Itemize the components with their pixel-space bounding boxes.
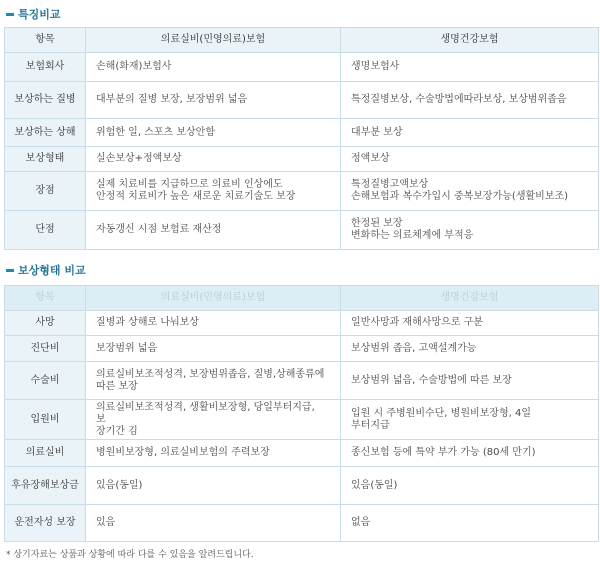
footnote: * 상기자료는 상품과 상황에 따라 다를 수 있음을 알려드립니다. [6,550,254,560]
table-row [5,467,599,505]
cell-life: 특정질병고액보상 손해보험과 복수가입시 중복보장가능(생활비보조) [341,172,599,211]
cell-life: 보상범위 넓음, 수술방법에 따른 보장 [341,362,599,400]
cell-private: 있음 [86,505,341,542]
section-title-features [6,8,61,22]
table-row [5,400,599,440]
table-row [5,440,599,467]
row-label: 진단비 [5,336,86,362]
table-row [5,172,599,211]
section-title-coverage [6,264,86,278]
table-header-row [5,28,599,53]
section-marker-icon [6,269,14,272]
header-private-insurance: 의료실비(민영의료)보험 [86,286,341,311]
table-row [5,53,599,82]
cell-private: 보장범위 넓음 [86,336,341,362]
cell-private: 위험한 일, 스포츠 보상안함 [86,119,341,147]
cell-life: 특정질병보상, 수술방법에따라보상, 보상범위좁음 [341,82,599,119]
cell-life: 있음(동일) [341,467,599,505]
section-marker-icon [6,13,14,16]
table-row [5,119,599,147]
header-item: 항목 [5,286,86,311]
cell-life: 종신보험 등에 특약 부가 가능 (80세 만기) [341,440,599,467]
header-life-insurance: 생명건강보험 [341,286,599,311]
row-label: 수술비 [5,362,86,400]
row-label: 장점 [5,172,86,211]
cell-private: 대부분의 질병 보장, 보장범위 넓음 [86,82,341,119]
cell-private: 의료실비보조적성격, 보장범위좁음, 질병,상해종류에 따른 보장 [86,362,341,400]
table-header-row [5,286,599,311]
cell-private: 손해(화재)보험사 [86,53,341,82]
cell-life: 보상범위 좁음, 고액설계가능 [341,336,599,362]
header-item: 항목 [5,28,86,53]
feature-comparison-table [4,27,599,250]
row-label: 보상하는 상해 [5,119,86,147]
cell-life: 없음 [341,505,599,542]
row-label: 보상형태 [5,147,86,172]
row-label: 입원비 [5,400,86,440]
section-title-text: 보상형태 비교 [18,264,86,277]
coverage-comparison-table [4,285,599,542]
cell-life: 입원 시 주병원비수단, 병원비보장형, 4일 부터지급 [341,400,599,440]
table-row [5,82,599,119]
cell-private: 실제 치료비를 지급하므로 의료비 인상에도 안정적 치료비가 높은 새로운 치료기술도 보장 [86,172,341,211]
cell-life: 한정된 보장 변화하는 의료체계에 부적응 [341,211,599,250]
section-title-text: 특징비교 [18,8,61,21]
row-label: 단점 [5,211,86,250]
cell-private: 의료실비보조적성격, 생활비보장형, 당일부터지급, 보 장기간 김 [86,400,341,440]
header-private-insurance: 의료실비(민영의료)보험 [86,28,341,53]
table-row [5,311,599,336]
table-row [5,505,599,542]
cell-private: 있음(동일) [86,467,341,505]
cell-life: 생명보험사 [341,53,599,82]
table-row [5,336,599,362]
cell-private: 자동갱신 시점 보험료 재산정 [86,211,341,250]
cell-private: 병원비보장형, 의료실비보험의 주력보장 [86,440,341,467]
table-row [5,147,599,172]
row-label: 보험회사 [5,53,86,82]
row-label: 후유장해보상금 [5,467,86,505]
cell-life: 정액보상 [341,147,599,172]
header-life-insurance: 생명건강보험 [341,28,599,53]
row-label: 운전자성 보장 [5,505,86,542]
row-label: 사망 [5,311,86,336]
row-label: 보상하는 질병 [5,82,86,119]
cell-private: 실손보상+정액보상 [86,147,341,172]
row-label: 의료실비 [5,440,86,467]
table-row [5,211,599,250]
table-row [5,362,599,400]
cell-private: 질병과 상해로 나눠보상 [86,311,341,336]
cell-life: 일반사망과 재해사망으로 구분 [341,311,599,336]
cell-life: 대부분 보상 [341,119,599,147]
